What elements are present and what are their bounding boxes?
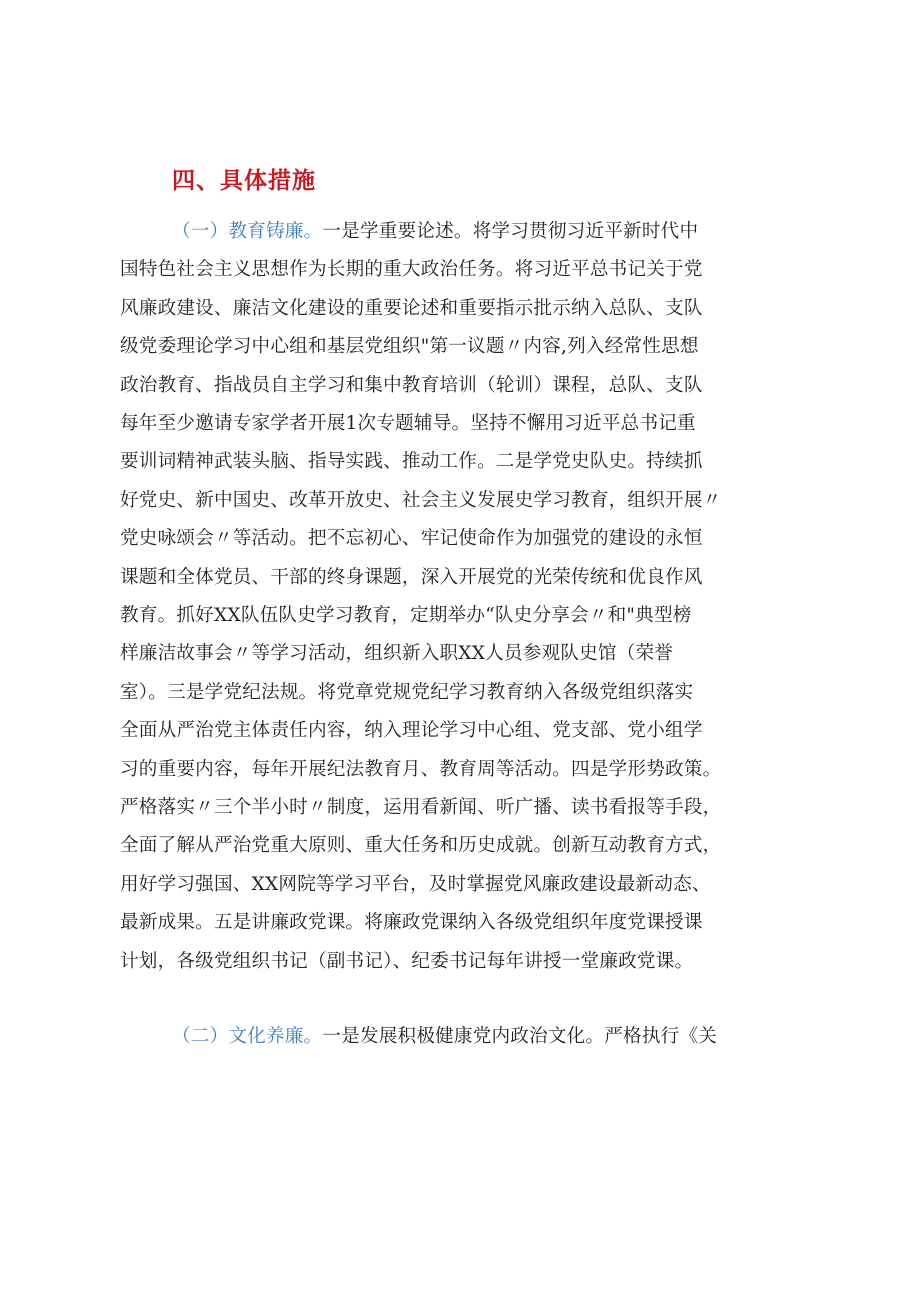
paragraph-line: 级党委理论学习中心组和基层党组织"第一议题〃内容,列入经常性思想 (120, 336, 699, 357)
paragraph-line: 计划，各级党组织书记（副书记）、纪委书记每年讲授一堂廉政党课。 (120, 951, 694, 972)
paragraph-line: 用好学习强国、XX网院等学习平台，及时掌握党风廉政建设最新动态、 (120, 874, 711, 895)
paragraph-line: 全面从严治党主体责任内容，纳入理论学习中心组、党支部、党小组学 (120, 720, 703, 741)
paragraph-line: 最新成果。五是讲廉政党课。将廉政党课纳入各级党组织年度党课授课 (120, 912, 703, 933)
paragraph-line: 国特色社会主义思想作为长期的重大政治任务。将习近平总书记关于党 (120, 259, 703, 280)
subsection-label: （一）教育铸廉。 (172, 221, 323, 242)
paragraph-line: 样廉洁故事会〃等学习活动，组织新入职XX人员参观队史馆（荣誉 (120, 643, 674, 664)
paragraph-line: 全面了解从严治党重大原则、重大任务和历史成就。创新互动教育方式， (120, 835, 722, 856)
paragraph-line: 党史咏颂会〃等活动。把不忘初心、牢记使命作为加强党的建设的永恒 (120, 528, 703, 549)
subsection-label: （二）文化养廉。 (172, 1026, 323, 1047)
paragraph-line: 好党史、新中国史、改革开放史、社会主义发展史学习教育，组织开展〃 (120, 490, 722, 511)
paragraph-line: 教育。抓好XX队伍队史学习教育，定期举办“队史分享会〃和"典型榜 (120, 605, 692, 626)
paragraph-line: 严格落实〃三个半小时〃制度，运用看新闻、听广播、读书看报等手段， (120, 797, 722, 818)
paragraph-line: 政治教育、指战员自主学习和集中教育培训（轮训）课程，总队、支队 (120, 375, 703, 396)
paragraph-line: 每年至少邀请专家学者开展1次专题辅导。坚持不懈用习近平总书记重 (120, 413, 696, 434)
section-heading: 四、具体措施 (172, 168, 316, 194)
paragraph-line: 要训词精神武装头脑、指导实践、推动工作。二是学党史队史。持续抓 (120, 451, 703, 472)
paragraph-line: 课题和全体党员、干部的终身课题，深入开展党的光荣传统和优良作风 (120, 567, 703, 588)
paragraph-line: 习的重要内容，每年开展纪法教育月、教育周等活动。四是学形势政策。 (120, 759, 722, 780)
paragraph-line: （一）教育铸廉。一是学重要论述。将学习贯彻习近平新时代中 (172, 221, 699, 242)
paragraph-line: （二）文化养廉。一是发展积极健康党内政治文化。严格执行《关 (172, 1026, 718, 1047)
paragraph-line: 室）。三是学党纪法规。将党章党规党纪学习教育纳入各级党组织落实 (120, 682, 694, 703)
paragraph-line: 风廉政建设、廉洁文化建设的重要论述和重要指示批示纳入总队、支队 (120, 298, 703, 319)
